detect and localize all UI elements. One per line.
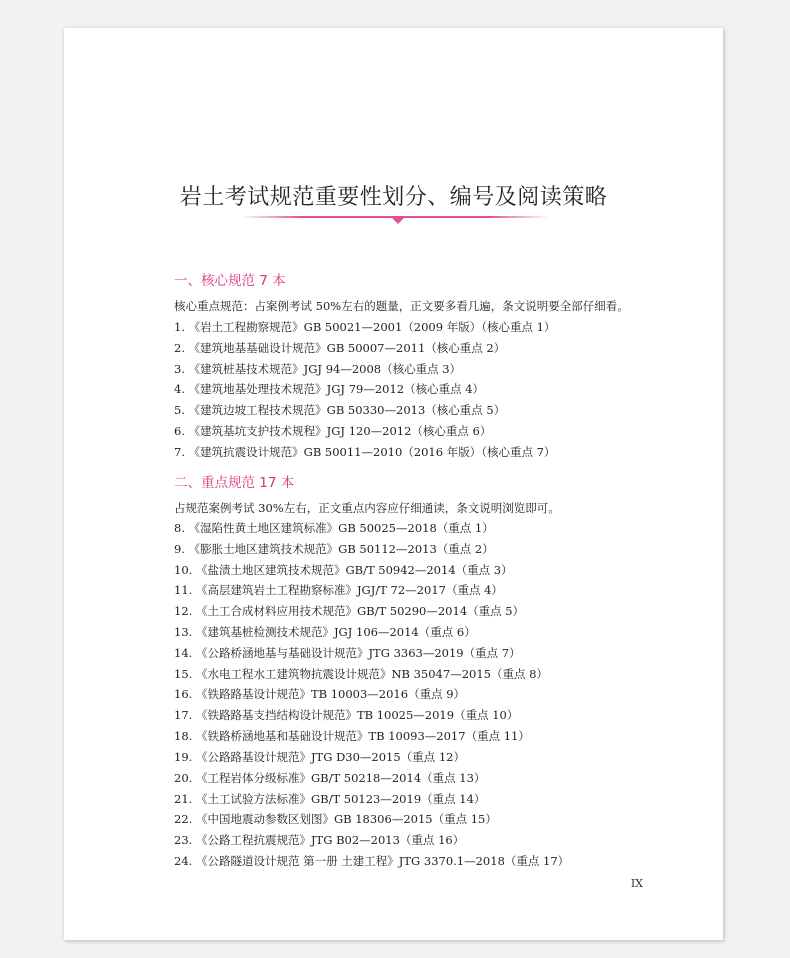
list-item: 6. 《建筑基坑支护技术规程》JGJ 120—2012（核心重点 6）: [174, 424, 492, 438]
list-item: 7. 《建筑抗震设计规范》GB 50011—2010（2016 年版）（核心重点 7）: [174, 445, 556, 459]
list-item: 12. 《土工合成材料应用技术规范》GB/T 50290—2014（重点 5）: [174, 604, 525, 618]
section-intro-key: 占规范案例考试 30%左右，正文重点内容应仔细通读，条文说明浏览即可。: [174, 501, 560, 515]
list-item: 22. 《中国地震动参数区划图》GB 18306—2015（重点 15）: [174, 812, 497, 826]
list-item: 20. 《工程岩体分级标准》GB/T 50218—2014（重点 13）: [174, 771, 486, 785]
list-item: 16. 《铁路路基设计规范》TB 10003—2016（重点 9）: [174, 687, 466, 701]
list-item: 9. 《膨胀土地区建筑技术规范》GB 50112—2013（重点 2）: [174, 542, 494, 556]
list-item: 5. 《建筑边坡工程技术规范》GB 50330—2013（核心重点 5）: [174, 403, 506, 417]
list-item: 11. 《高层建筑岩土工程勘察标准》JGJ/T 72—2017（重点 4）: [174, 583, 503, 597]
list-item: 15. 《水电工程水工建筑物抗震设计规范》NB 35047—2015（重点 8）: [174, 667, 548, 681]
section-heading-core: 一、核心规范 7 本: [174, 273, 286, 289]
list-item: 14. 《公路桥涵地基与基础设计规范》JTG 3363—2019（重点 7）: [174, 646, 521, 660]
list-item: 2. 《建筑地基基础设计规范》GB 50007—2011（核心重点 2）: [174, 341, 506, 355]
list-item: 21. 《土工试验方法标准》GB/T 50123—2019（重点 14）: [174, 792, 486, 806]
list-item: 3. 《建筑桩基技术规范》JGJ 94—2008（核心重点 3）: [174, 362, 462, 376]
list-item: 17. 《铁路路基支挡结构设计规范》TB 10025—2019（重点 10）: [174, 708, 519, 722]
list-item: 1. 《岩土工程勘察规范》GB 50021—2001（2009 年版）（核心重点 1）: [174, 320, 556, 334]
list-item: 23. 《公路工程抗震规范》JTG B02—2013（重点 16）: [174, 833, 465, 847]
list-item: 13. 《建筑基桩检测技术规范》JGJ 106—2014（重点 6）: [174, 625, 476, 639]
page-number: IX: [630, 877, 643, 890]
list-item: 18. 《铁路桥涵地基和基础设计规范》TB 10093—2017（重点 11）: [174, 729, 530, 743]
title-underline-marker-icon: [391, 217, 405, 224]
document-page: [64, 28, 723, 940]
list-item: 24. 《公路隧道设计规范 第一册 土建工程》JTG 3370.1—2018（重点 17）: [174, 854, 570, 868]
section-intro-core: 核心重点规范：占案例考试 50%左右的题量，正文要多看几遍，条文说明要全部仔细看。: [174, 299, 629, 313]
section-heading-key: 二、重点规范 17 本: [174, 475, 295, 491]
page-title: 岩土考试规范重要性划分、编号及阅读策略: [179, 185, 608, 210]
list-item: 8. 《湿陷性黄土地区建筑标准》GB 50025—2018（重点 1）: [174, 521, 494, 535]
list-item: 4. 《建筑地基处理技术规范》JGJ 79—2012（核心重点 4）: [174, 382, 485, 396]
list-item: 10. 《盐渍土地区建筑技术规范》GB/T 50942—2014（重点 3）: [174, 563, 513, 577]
list-item: 19. 《公路路基设计规范》JTG D30—2015（重点 12）: [174, 750, 465, 764]
